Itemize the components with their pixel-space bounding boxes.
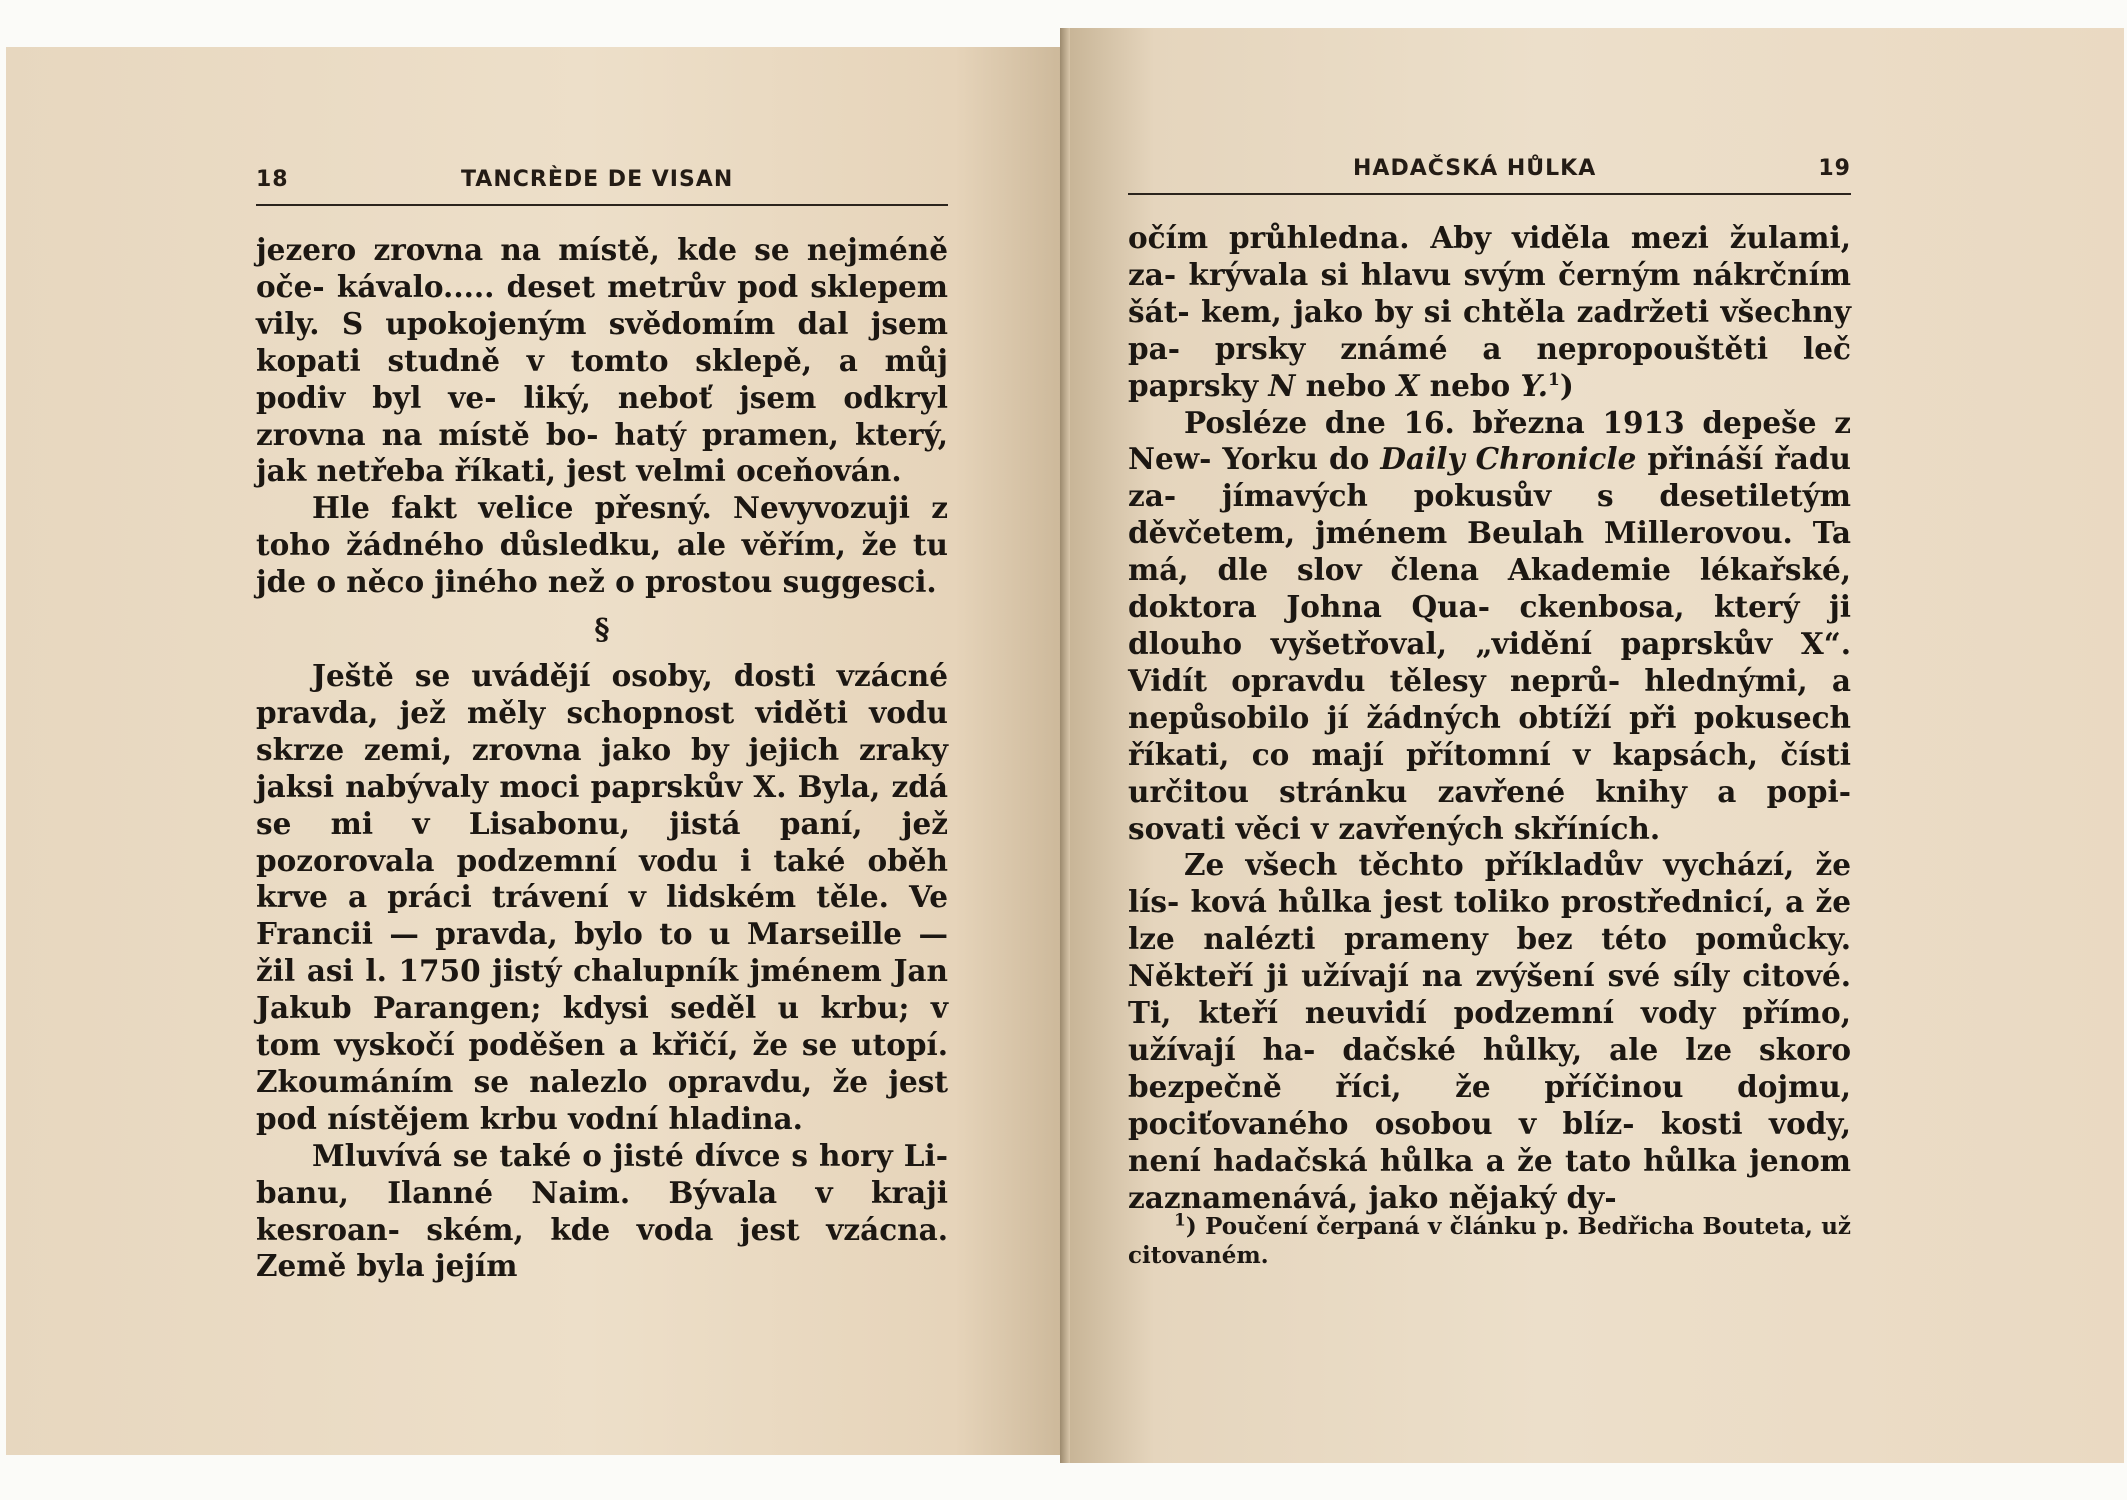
italic-letter-y: Y. bbox=[1520, 367, 1548, 403]
right-body-text bbox=[1128, 220, 1851, 1216]
paragraph-text: očím průhledna. Aby viděla mezi žulami, za- krývala si hlavu svým černým nákrčním šát- kem, jako by si chtěla zadržeti všechny pa- prsky známé a nepropouštěti leč paprsky bbox=[1128, 220, 1851, 403]
paragraph-text: přináší řadu za- jímavých pokusův s desetiletým děvčetem, jménem Beulah Millerovou. Ta má, dle slov člena Akademie lékařské, doktora Johna Qua- ckenbosa, který ji dlouho vyšetřoval, „vidění paprskův X“. Vidít opravdu tělesy neprů- hlednými, a nepůsobilo jí žádných obtíží při pokusech říkati, co mají přítomní v kapsách, čísti určitou stránku zavřené knihy a popi- sovati věci v zavřených skříních. bbox=[1128, 441, 1851, 846]
page-number: 18 bbox=[256, 167, 289, 192]
paragraph: Ze všech těchto příkladův vychází, že lís- ková hůlka jest toliko prostřednicí, a že lze nalézti prameny bez této pomůcky. Někteří ji užívají na zvýšení své síly citové. Ti, kteří neuvidí podzemní vody přímo, užívají ha- dačské hůlky, ale lze skoro bezpečně říci, že příčinou dojmu, pociťovaného osobou v blíz- kosti vody, není hadačská hůlka a že tato hůlka jenom zaznamenává, jako nějaký dy- bbox=[1128, 847, 1851, 1215]
paragraph: Mluvívá se také o jisté dívce s hory Li- banu, Ilanné Naim. Bývala v kraji kesroan- ském, kde voda jest vzácna. Země byla jejím bbox=[256, 1137, 948, 1284]
footnote bbox=[1128, 1212, 1851, 1270]
running-title: HADAČSKÁ HŮLKA bbox=[1353, 156, 1597, 181]
right-page bbox=[1070, 28, 2124, 1463]
paragraph-text: Posléze dne 16. března 1913 depeše z New- Yorku do bbox=[1128, 404, 1851, 477]
paragraph bbox=[1128, 220, 1851, 405]
paragraph: Hle fakt velice přesný. Nevyvozuji z toho žádného důsledku, ale věřím, že tu jde o něco jiného než o prostou suggesci. bbox=[256, 490, 948, 600]
footnote-reference: 1 bbox=[1547, 369, 1560, 390]
italic-letter-n: N bbox=[1268, 367, 1296, 403]
footnote-text bbox=[1128, 1212, 1851, 1270]
left-page bbox=[6, 47, 1060, 1455]
italic-letter-x: X bbox=[1396, 367, 1420, 403]
paragraph-text: nebo bbox=[1305, 367, 1387, 403]
page-number: 19 bbox=[1818, 156, 1851, 181]
paragraph: jezero zrovna na místě, kde se nejméně oče- kávalo..... deset metrův pod sklepem vily. S upokojeným svědomím dal jsem kopati studně v tomto sklepě, a můj podiv byl ve- liký, neboť jsem odkryl zrovna na místě bo- hatý pramen, který, jak netřeba říkati, jest velmi oceňován. bbox=[256, 232, 948, 489]
paragraph-text: nebo bbox=[1429, 367, 1511, 403]
paragraph bbox=[1128, 405, 1851, 848]
book-gutter bbox=[1060, 28, 1070, 1463]
footnote-mark: 1 bbox=[1174, 1210, 1186, 1231]
paragraph-text: ) bbox=[1559, 367, 1574, 403]
newspaper-title: Daily Chronicle bbox=[1380, 441, 1637, 477]
left-body-text bbox=[256, 232, 948, 1285]
header-rule bbox=[256, 204, 948, 206]
paragraph: Ještě se uvádějí osoby, dosti vzácné pravda, jež měly schopnost viděti vodu skrze zemi, zrovna jako by jejich zraky jaksi nabývaly moci paprskův X. Byla, zdá se mi v Lisabonu, jistá paní, jež pozorovala podzemní vodu i také oběh krve a práci trávení v lidském těle. Ve Francii — pravda, bylo to u Marseille — žil asi l. 1750 jistý chalupník jménem Jan Jakub Parangen; kdysi seděl u krbu; v tom vyskočí poděšen a křičí, že se utopí. Zkoumáním se nalezlo opravdu, že jest pod nístějem krbu vodní hladina. bbox=[256, 657, 948, 1136]
section-mark: § bbox=[594, 612, 610, 647]
running-title: TANCRÈDE DE VISAN bbox=[461, 167, 734, 192]
header-rule bbox=[1128, 193, 1851, 195]
footnote-body: ) Poučení čerpaná v článku p. Bedřicha Bouteta, už citovaném. bbox=[1128, 1213, 1851, 1269]
